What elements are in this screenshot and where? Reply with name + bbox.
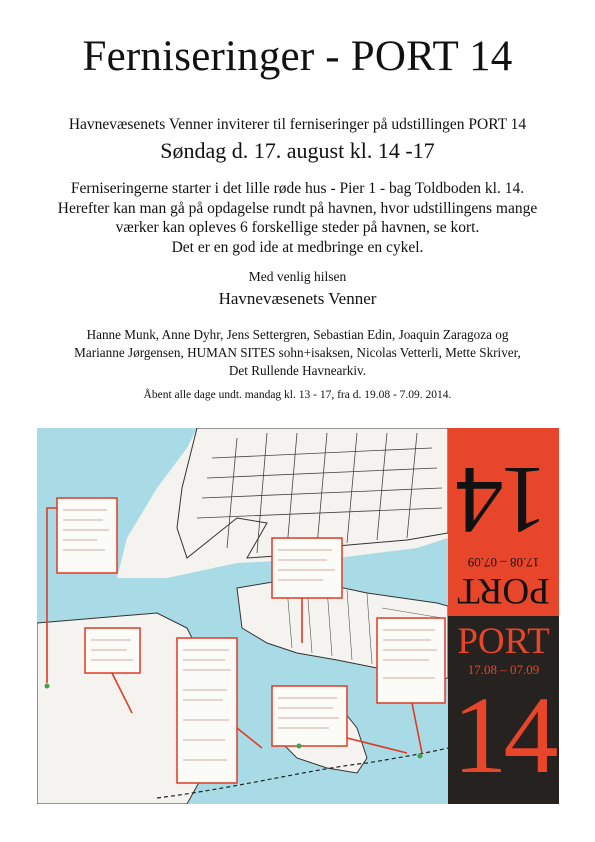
greeting: Med venlig hilsen bbox=[248, 269, 347, 284]
poster-red-panel bbox=[448, 428, 559, 616]
body-text bbox=[40, 179, 555, 257]
body-line: værker kan opleves 6 forskellige steder på havnen, se kort. bbox=[115, 219, 480, 236]
artist-line: Marianne Jørgensen, HUMAN SITES sohn+isaksen, Nicolas Vetterli, Mette Skriver, bbox=[74, 345, 521, 360]
body-line: Det er en god ide at medbringe en cykel. bbox=[171, 238, 424, 256]
poster-dark-panel bbox=[448, 616, 559, 804]
page-title: Ferniseringer - PORT 14 bbox=[82, 33, 513, 80]
info-box-4 bbox=[272, 538, 342, 598]
artist-line: Hanne Munk, Anne Dyhr, Jens Settergren, Sebastian Edin, Joaquin Zaragoza og bbox=[86, 327, 509, 342]
map-drawing bbox=[37, 428, 448, 804]
sender-name: Havnevæsenets Venner bbox=[218, 289, 377, 308]
poster-dates: 17.08 – 07.09 bbox=[467, 662, 540, 677]
poster-dates: 17.08 – 07.09 bbox=[467, 555, 540, 570]
poster-word: PORT bbox=[457, 570, 550, 611]
info-box-6 bbox=[377, 618, 445, 703]
body-line: Ferniseringerne starter i det lille røde hus - Pier 1 - bag Toldboden kl. 14. bbox=[70, 180, 525, 197]
opening-hours: Åbent alle dage undt. mandag kl. 13 - 17, fra d. 19.08 - 7.09. 2014. bbox=[143, 389, 452, 401]
poster-number: 14 bbox=[459, 447, 548, 554]
info-box-1 bbox=[57, 498, 117, 573]
intro-text: Havnevæsenets Venner inviterer til ferniseringer på udstillingen PORT 14 bbox=[68, 116, 527, 133]
poster-word: PORT bbox=[457, 621, 550, 662]
artist-line: Det Rullende Havnearkiv. bbox=[228, 363, 367, 378]
body-line: Herefter kan man gå på opdagelse rundt på havnen, hvor udstillingens mange bbox=[57, 199, 538, 217]
info-box-2 bbox=[85, 628, 140, 673]
poster-number: 14 bbox=[452, 674, 555, 796]
poster-upside-down bbox=[448, 428, 559, 616]
event-date: Søndag d. 17. august kl. 14 -17 bbox=[160, 138, 435, 163]
artist-list bbox=[40, 326, 555, 380]
info-box-5 bbox=[272, 686, 347, 746]
